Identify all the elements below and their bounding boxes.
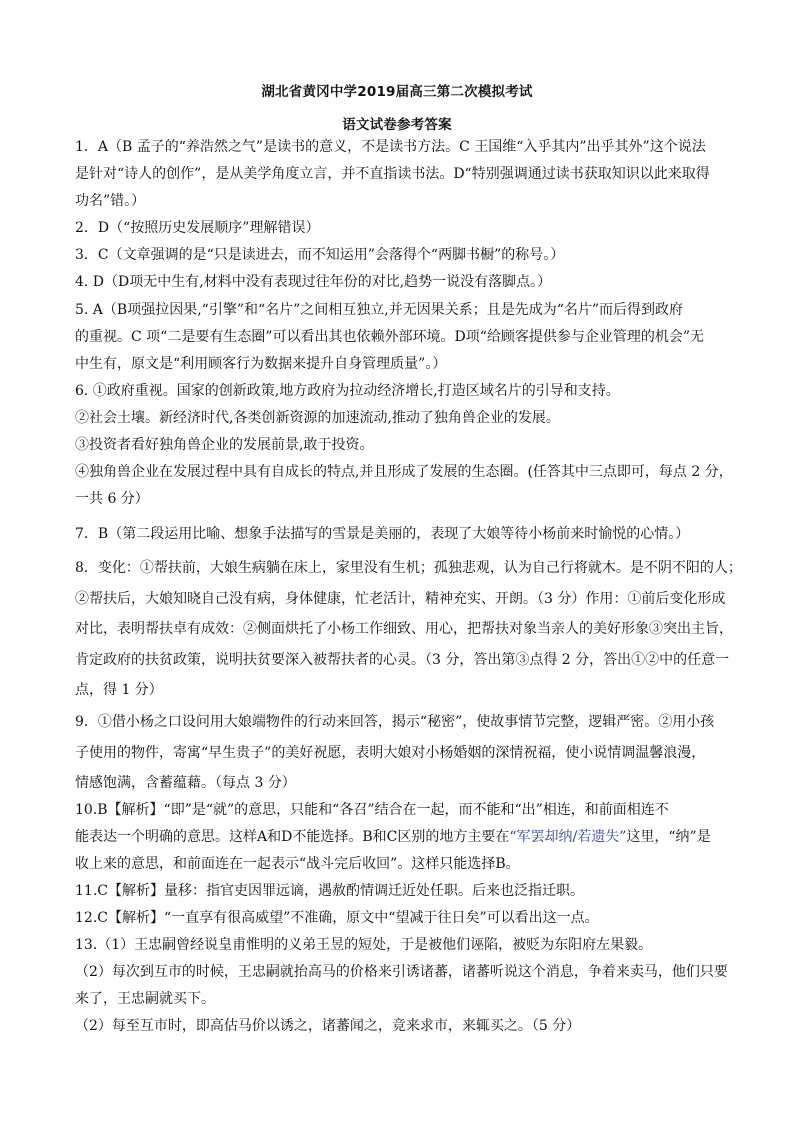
highlighted-quote: “军罢却纳/若遗失” bbox=[509, 829, 627, 845]
text-line: （2）每次到互市的时候，王忠嗣就抬高马的价格来引诱诸蕃，诸蕃听说这个消息，争着来卖马，他们只要 bbox=[75, 964, 728, 980]
text-line: 5. A（B项强拉因果,“引擎”和“名片”之间相互独立,并无因果关系；且是先成为“名片”而后得到政府 bbox=[75, 302, 684, 318]
text-line: 功名”错。） bbox=[75, 193, 146, 209]
text-line: 来了，王忠嗣就买下。 bbox=[75, 991, 215, 1007]
answer-q10 bbox=[75, 797, 730, 878]
text-line: 6. ①政府重视。国家的创新政策,地方政府为拉动经济增长,打造区域名片的引导和支持。 bbox=[75, 383, 620, 399]
text-line: 4. D（D项无中生有,材料中没有表现过往年份的对比,趋势一说没有落脚点。） bbox=[75, 274, 552, 290]
text-line: 肯定政府的扶贫政策，说明扶贫要深入被帮扶者的心灵。（3 分，答出第③点得 2 分，答出①②中的任意一 bbox=[75, 651, 730, 668]
answer-q2 bbox=[75, 215, 730, 242]
text-line: 一共 6 分） bbox=[75, 491, 149, 507]
text-line: ③投资者看好独角兽企业的发展前景,敢于投资。 bbox=[75, 437, 374, 453]
answer-q8 bbox=[75, 553, 742, 706]
document-title: 湖北省黄冈中学2019届高三第二次模拟考试 bbox=[261, 84, 533, 100]
text-line: 收上来的意思，和前面连在一起表示“战斗完后收回”。这样只能选择B。 bbox=[75, 856, 520, 872]
answer-q3 bbox=[75, 242, 730, 269]
text-line: 1．A（B 孟子的“养浩然之气”是读书的意义，不是读书方法。C 王国维“入乎其内”出乎其外”这个说法 bbox=[75, 139, 706, 155]
text-line: 10.B【解析】“即”是“就”的意思，只能和“各召”结合在一起，而不能和“出”相连，和前面相连不 bbox=[75, 802, 669, 818]
text-line: 11.C【解析】量移：指官吏因罪远谪，遇赦酌情调迁近处任职。后来也泛指迁职。 bbox=[75, 883, 584, 899]
text-line: 是针对“诗人的创作”，是从美学角度立言，并不直指读书法。D“特别强调通过读书获取知识以此来取得 bbox=[75, 166, 710, 182]
text-line: ②帮扶后，大娘知晓自己没有病，身体健康，忙老活计，精神充实、开朗。（3 分）作用：①前后变化形成 bbox=[75, 590, 726, 607]
text-line: 9．①借小杨之口设问用大娘端物件的行动来回答，揭示“秘密”，使故事情节完整，逻辑严密。②用小孩 bbox=[75, 714, 715, 730]
answer-q7 bbox=[75, 521, 730, 548]
text-line-with-highlight: 能表达一个明确的意思。这样A和D不能选择。B和C区别的地方主要在“军罢却纳/若遗失”这里，“纳”是 bbox=[75, 829, 711, 845]
text-line: 子使用的物件，寄寓“早生贵子”的美好祝愿，表明大娘对小杨婚姻的深情祝福，使小说情调温馨浪漫， bbox=[75, 744, 706, 761]
answer-q12 bbox=[75, 905, 730, 932]
text-line: 7．B（第二段运用比喻、想象手法描写的雪景是美丽的，表现了大娘等待小杨前来时愉悦的心情。） bbox=[75, 526, 690, 542]
answer-q4 bbox=[75, 269, 730, 296]
text-line: ④独角兽企业在发展过程中具有自成长的特点,并且形成了发展的生态圈。(任答其中三点即可，每点 2 分， bbox=[75, 464, 733, 480]
answer-q13 bbox=[75, 932, 730, 1040]
text-line: 点，得 1 分） bbox=[75, 682, 163, 698]
text-line: （2）每至互市时，即高估马价以诱之，诸蕃闻之，竞来求市，来辄买之。（5 分） bbox=[75, 1018, 581, 1034]
answer-q5 bbox=[75, 297, 730, 378]
answer-q9 bbox=[75, 707, 730, 799]
text-line: 12.C【解析】“一直享有很高威望”不准确，原文中“望减于往日矣”可以看出这一点。 bbox=[75, 910, 599, 926]
text-line: 2．D（“按照历史发展顺序”理解错误） bbox=[75, 220, 320, 236]
answer-q1 bbox=[75, 134, 730, 215]
text-line: 8．变化：①帮扶前，大娘生病躺在床上，家里没有生机；孤独悲观，认为自己行将就木。是不阴不阳的人； bbox=[75, 560, 742, 576]
text-line: 3．C（文章强调的是“只是读进去，而不知运用”会落得个“两脚书橱”的称号。） bbox=[75, 247, 565, 263]
text-line: 的重视。C 项“二是要有生态圈”可以看出其也依赖外部环境。D项“给顾客提供参与企业管理的机会”无 bbox=[75, 329, 705, 345]
text-line: 13.（1）王忠嗣曾经说皇甫惟明的义弟王昱的短处，于是被他们诬陷，被贬为东阳府左果毅。 bbox=[75, 937, 653, 953]
answer-q6 bbox=[75, 378, 733, 513]
text-line: ②社会土壤。新经济时代,各类创新资源的加速流动,推动了独角兽企业的发展。 bbox=[75, 410, 560, 426]
document-subtitle: 语文试卷参考答案 bbox=[342, 117, 452, 133]
text-line: 对比，表明帮扶卓有成效：②侧面烘托了小杨工作细致、用心，把帮扶对象当亲人的美好形象③突出主旨， bbox=[75, 621, 733, 637]
text-line: 中生有，原文是“利用顾客行为数据来提升自身管理质量”。） bbox=[75, 356, 447, 372]
answer-q11 bbox=[75, 878, 730, 905]
text-line: 情感饱满，含蓄蕴藉。（每点 3 分） bbox=[75, 775, 296, 791]
